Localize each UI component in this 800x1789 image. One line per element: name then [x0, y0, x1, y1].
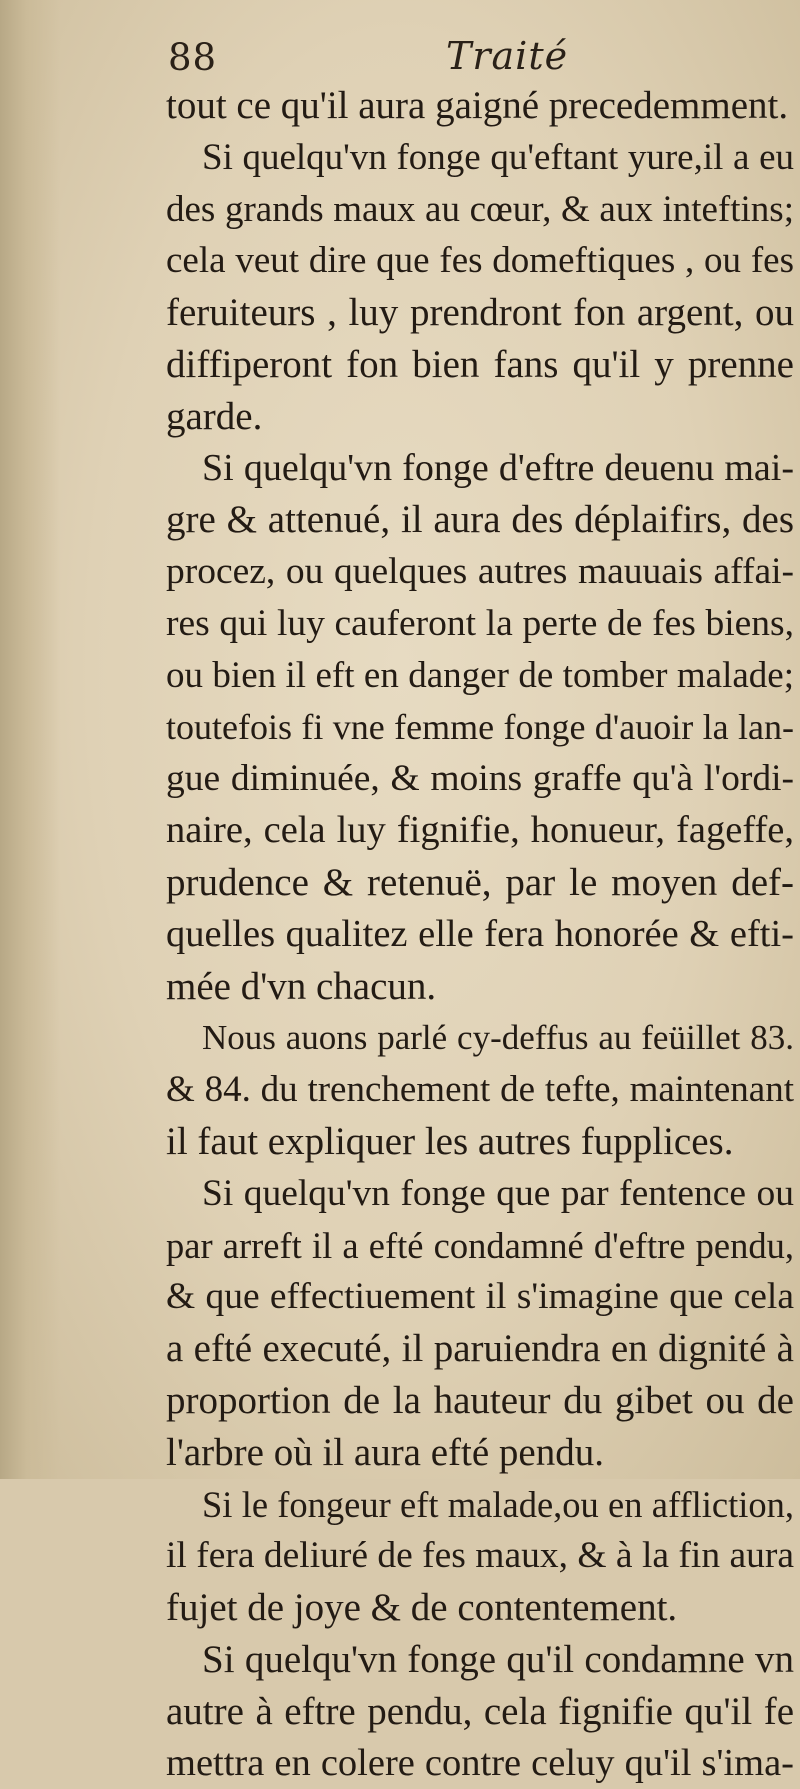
text-line: fujet de joye & de contentement.: [166, 1582, 794, 1634]
text-line: Si le fongeur eft malade,ou en affliction,: [166, 1479, 794, 1531]
text-line: toutefois fi vne femme fonge d'auoir la lan-: [166, 702, 794, 754]
text-line: feruiteurs , luy prendront fon argent, ou: [166, 287, 794, 339]
text-line: Si quelqu'vn fonge d'eftre deuenu mai-: [166, 443, 794, 495]
text-line: gue diminuée, & moins graffe qu'à l'ordi-: [166, 753, 794, 805]
text-line: il fera deliuré de fes maux, & à la fin aura: [166, 1530, 794, 1582]
text-line: mée d'vn chacun.: [166, 961, 794, 1013]
text-line: il faut expliquer les autres fupplices.: [166, 1116, 794, 1168]
page-header: [0, 30, 800, 86]
text-line: prudence & retenuë, par le moyen def-: [166, 857, 794, 909]
text-line: l'arbre où il aura efté pendu.: [166, 1427, 794, 1479]
text-line: res qui luy cauferont la perte de fes biens,: [166, 598, 794, 650]
text-line: ou bien il eft en danger de tomber malade;: [166, 650, 794, 702]
text-line: mettra en colere contre celuy qu'il s'ima-: [166, 1738, 794, 1789]
text-line: tout ce qu'il aura gaigné precedemment.: [166, 80, 794, 132]
text-line: Nous auons parlé cy-deffus au feüillet 83.: [166, 1012, 794, 1064]
text-line: naire, cela luy fignifie, honueur, fageffe,: [166, 805, 794, 857]
text-line: cela veut dire que fes domeftiques , ou fes: [166, 235, 794, 287]
running-title: Traité: [446, 34, 568, 78]
text-line: Si quelqu'vn fonge qu'eftant yure,il a eu: [166, 132, 794, 184]
text-line: & 84. du trenchement de tefte, maintenant: [166, 1064, 794, 1116]
text-line: Si quelqu'vn fonge que par fentence ou: [166, 1168, 794, 1220]
text-line: a efté executé, il paruiendra en dignité à: [166, 1323, 794, 1375]
text-line: & que effectiuement il s'imagine que cela: [166, 1271, 794, 1323]
page-gutter-shadow: [0, 0, 60, 1479]
text-line: autre à eftre pendu, cela fignifie qu'il fe: [166, 1686, 794, 1738]
text-line: gre & attenué, il aura des déplaifirs, des: [166, 494, 794, 546]
text-line: par arreft il a efté condamné d'eftre pendu,: [166, 1220, 794, 1272]
text-line: procez, ou quelques autres mauuais affai-: [166, 546, 794, 598]
text-line: garde.: [166, 391, 794, 443]
text-line: diffiperont fon bien fans qu'il y prenne: [166, 339, 794, 391]
page-number: 88: [168, 36, 217, 79]
text-line: quelles qualitez elle fera honorée & efti-: [166, 909, 794, 961]
text-line: Si quelqu'vn fonge qu'il condamne vn: [166, 1634, 794, 1686]
text-line: des grands maux au cœur, & aux inteftins;: [166, 184, 794, 236]
body-text: [166, 80, 794, 1789]
text-line: proportion de la hauteur du gibet ou de: [166, 1375, 794, 1427]
